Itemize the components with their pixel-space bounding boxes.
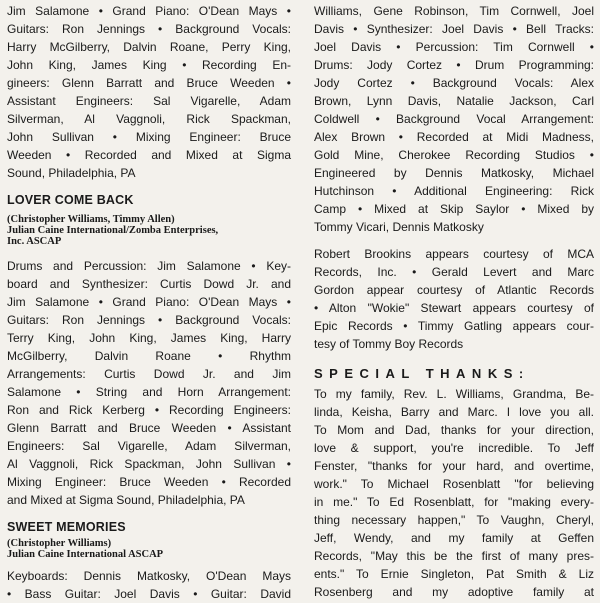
text-line: Records, "May this be the first of many pres- bbox=[314, 549, 594, 563]
text-line: ents." To Ernie Singleton, Pat Smith & Liz bbox=[314, 567, 594, 581]
text-line: Guitars: Ron Jennings • Background Vocals: bbox=[7, 313, 291, 327]
text-line: and Mixed at Sigma Sound, Philadelphia, PA bbox=[7, 493, 245, 507]
text-line: Mixing Engineer: Bruce Weeden • Recorded bbox=[7, 475, 291, 489]
text-line: Al Vaggnoli, Rick Spackman, John Sullivan • bbox=[7, 457, 291, 471]
text-line: Jody Cortez • Background Vocals: Alex bbox=[314, 76, 594, 90]
text-line: Records, Inc. • Gerald Levert and Marc bbox=[314, 265, 594, 279]
text-line: Assistant Engineers: Sal Vigarelle, Adam bbox=[7, 94, 291, 108]
right-column bbox=[314, 0, 594, 601]
text-line: Harry McGilberry, Dalvin Roane, Perry King, bbox=[7, 40, 291, 54]
courtesy-notes bbox=[314, 245, 594, 353]
text-line: To my family, Rev. L. Williams, Grandma, Be- bbox=[314, 387, 594, 401]
text-line: Rosenberg and my adoptive family at bbox=[314, 585, 594, 599]
text-line: Jim Salamone • Grand Piano: O'Dean Mays • bbox=[7, 4, 291, 18]
text-line: Jeff, Wendy, and my family at Geffen bbox=[314, 531, 594, 545]
text-line: Alex Brown • Recorded at Midi Madness, bbox=[314, 130, 594, 144]
songwriter-credit: (Christopher Williams, Timmy Allen) bbox=[7, 214, 175, 225]
text-line: thing necessary happen," To Vaughn, Cheryl, bbox=[314, 513, 594, 527]
text-line: board and Synthesizer: Curtis Dowd Jr. and bbox=[7, 277, 291, 291]
intro-credits bbox=[7, 2, 291, 182]
text-line: Davis • Synthesizer: Joel Davis • Bell Tracks: bbox=[314, 22, 594, 36]
text-line: John King, James King • Recording En- bbox=[7, 58, 291, 72]
text-line: Drums and Percussion: Jim Salamone • Key- bbox=[7, 259, 291, 273]
text-line: Joel Davis • Percussion: Tim Cornwell • bbox=[314, 40, 594, 54]
text-line: Camp • Mixed at Skip Saylor • Mixed by bbox=[314, 202, 594, 216]
song-sweet-memories bbox=[7, 518, 291, 603]
text-line: Tommy Vicari, Dennis Matkosky bbox=[314, 220, 484, 234]
text-line: gineers: Glenn Barratt and Bruce Weeden • bbox=[7, 76, 291, 90]
song-title: LOVER COME BACK bbox=[7, 193, 134, 207]
text-line: Engineered by Dennis Matkosky, Michael bbox=[314, 166, 594, 180]
text-line: McGilberry, Dalvin Roane • Rhythm bbox=[7, 349, 291, 363]
song-lover-come-back bbox=[7, 191, 291, 509]
text-line: linda, Keisha, Barry and Marc. I love you all. bbox=[314, 405, 594, 419]
publisher-credit: Julian Caine International/Zomba Enterprises, bbox=[7, 225, 219, 236]
text-line: Williams, Gene Robinson, Tim Cornwell, Joel bbox=[314, 4, 594, 18]
special-thanks bbox=[314, 365, 594, 601]
left-column bbox=[7, 0, 291, 603]
text-line: Silverman, Al Vaggnoli, Rick Spackman, bbox=[7, 112, 291, 126]
text-line: Sound, Philadelphia, PA bbox=[7, 166, 136, 180]
production-credits bbox=[314, 2, 594, 236]
text-line: Arrangements: Curtis Dowd Jr. and Jim bbox=[7, 367, 291, 381]
text-line: tesy of Tommy Boy Records bbox=[314, 337, 464, 351]
songwriter-credit: (Christopher Williams) bbox=[7, 538, 112, 549]
text-line: Robert Brookins appears courtesy of MCA bbox=[314, 247, 594, 261]
text-line: John Sullivan • Mixing Engineer: Bruce bbox=[7, 130, 291, 144]
text-line: • Bass Guitar: Joel Davis • Guitar: David bbox=[7, 587, 291, 601]
text-line: Coldwell • Background Vocal Arrangement: bbox=[314, 112, 594, 126]
text-line: Gold Mine, Cherokee Recording Studios • bbox=[314, 148, 594, 162]
text-line: Epic Records • Timmy Gatling appears cour- bbox=[314, 319, 594, 333]
text-line: Brown, Lynn Davis, Natalie Jackson, Carl bbox=[314, 94, 594, 108]
text-line: Gordon appear courtesy of Atlantic Records bbox=[314, 283, 594, 297]
text-line: Terry King, John King, James King, Harry bbox=[7, 331, 291, 345]
text-line: Salamone • String and Horn Arrangement: bbox=[7, 385, 291, 399]
text-line: love & support, you're incredible. To Jeff bbox=[314, 441, 594, 455]
song-title: SWEET MEMORIES bbox=[7, 520, 126, 534]
text-line: Drums: Jody Cortez • Drum Programming: bbox=[314, 58, 594, 72]
text-line: Fenster, "thanks for your hard, and overtime, bbox=[314, 459, 594, 473]
text-line: Glenn Barratt and Bruce Weeden • Assistant bbox=[7, 421, 291, 435]
special-thanks-heading: SPECIAL THANKS: bbox=[314, 366, 530, 381]
publisher-credit: Inc. ASCAP bbox=[7, 236, 62, 247]
text-line: To Mom and Dad, thanks for your direction, bbox=[314, 423, 594, 437]
publisher-credit: Julian Caine International ASCAP bbox=[7, 549, 164, 560]
text-line: Hutchinson • Additional Engineering: Rick bbox=[314, 184, 594, 198]
text-line: work." To Michael Rosenblatt "for believing bbox=[314, 477, 594, 491]
text-line: Ron and Rick Kerberg • Recording Engineers: bbox=[7, 403, 291, 417]
text-line: Guitars: Ron Jennings • Background Vocals: bbox=[7, 22, 291, 36]
text-line: Jim Salamone • Grand Piano: O'Dean Mays • bbox=[7, 295, 291, 309]
text-line: Engineers: Sal Vigarelle, Adam Silverman, bbox=[7, 439, 291, 453]
text-line: • Alton "Wokie" Stewart appears courtesy of bbox=[314, 301, 594, 315]
text-line: in me." To Ed Rosenblatt, for "making every- bbox=[314, 495, 594, 509]
text-line: Weeden • Recorded and Mixed at Sigma bbox=[7, 148, 291, 162]
text-line: Keyboards: Dennis Matkosky, O'Dean Mays bbox=[7, 569, 291, 583]
